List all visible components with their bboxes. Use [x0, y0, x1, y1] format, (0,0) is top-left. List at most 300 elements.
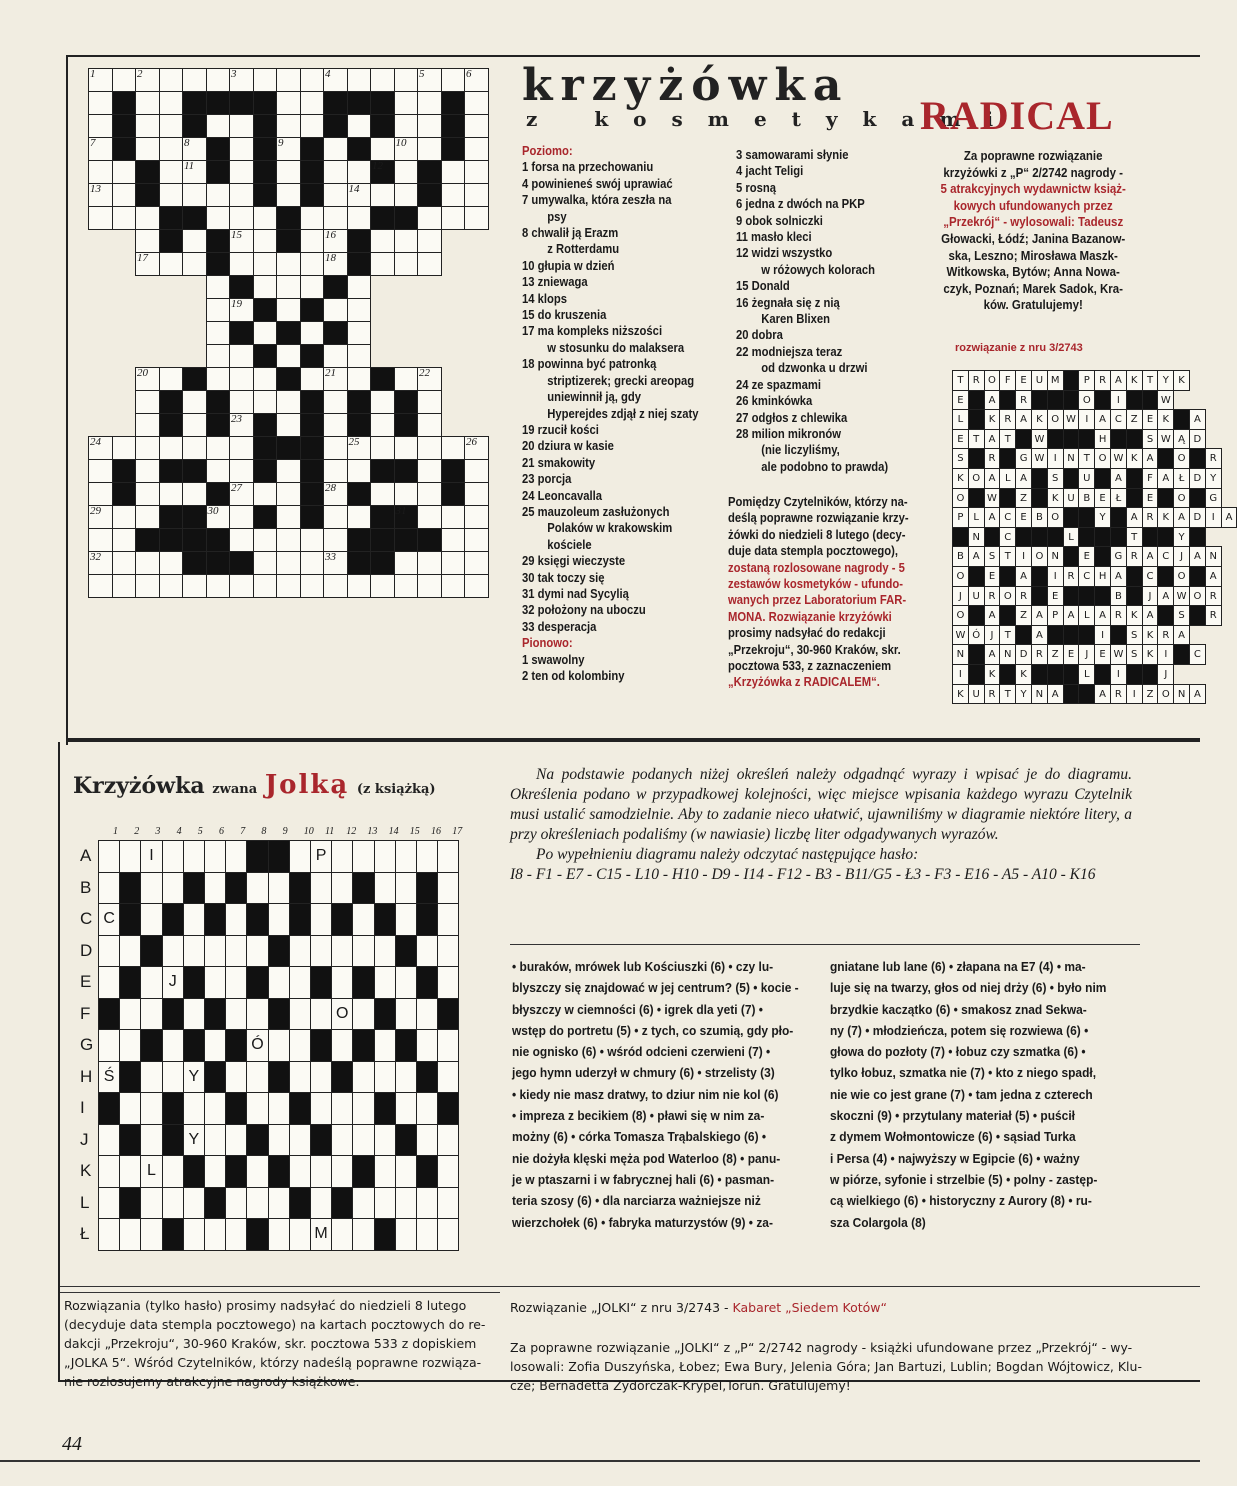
jolka-cell[interactable] — [289, 903, 311, 936]
jolka-cell[interactable] — [352, 935, 374, 968]
jolka-cell[interactable] — [310, 1124, 332, 1157]
crossword-cell[interactable] — [417, 206, 442, 230]
crossword-cell[interactable] — [441, 505, 466, 529]
jolka-cell[interactable] — [395, 998, 417, 1031]
jolka-cell[interactable] — [310, 966, 332, 999]
crossword-cell[interactable] — [229, 252, 254, 276]
crossword-cell[interactable] — [300, 413, 325, 437]
jolka-cell[interactable]: L — [140, 1155, 162, 1188]
crossword-cell[interactable] — [464, 137, 489, 161]
jolka-cell[interactable] — [289, 1218, 311, 1251]
jolka-cell[interactable] — [204, 840, 226, 873]
crossword-cell[interactable] — [88, 206, 113, 230]
crossword-cell[interactable] — [347, 505, 372, 529]
crossword-cell[interactable] — [229, 321, 254, 345]
crossword-cell[interactable] — [370, 436, 395, 460]
jolka-cell[interactable] — [183, 935, 205, 968]
jolka-cell[interactable] — [374, 1124, 396, 1157]
crossword-cell[interactable] — [159, 528, 184, 552]
jolka-cell[interactable] — [374, 872, 396, 905]
jolka-cell[interactable] — [437, 998, 459, 1031]
jolka-cell[interactable] — [98, 840, 120, 873]
crossword-cell[interactable] — [347, 114, 372, 138]
crossword-cell[interactable] — [323, 206, 348, 230]
crossword-cell[interactable] — [206, 413, 231, 437]
crossword-cell[interactable] — [135, 436, 160, 460]
crossword-cell[interactable] — [417, 390, 442, 414]
crossword-cell[interactable] — [206, 344, 231, 368]
jolka-cell[interactable] — [395, 1061, 417, 1094]
jolka-cell[interactable] — [331, 872, 353, 905]
crossword-cell[interactable] — [300, 344, 325, 368]
crossword-cell[interactable] — [300, 252, 325, 276]
jolka-cell[interactable] — [162, 872, 184, 905]
jolka-cell[interactable] — [289, 1029, 311, 1062]
crossword-cell[interactable] — [253, 229, 278, 253]
crossword-cell[interactable] — [417, 229, 442, 253]
crossword-cell[interactable] — [347, 160, 372, 184]
crossword-cell[interactable] — [464, 459, 489, 483]
crossword-cell[interactable] — [182, 551, 207, 575]
jolka-cell[interactable]: Y — [183, 1124, 205, 1157]
crossword-cell[interactable] — [276, 229, 301, 253]
jolka-cell[interactable] — [416, 1092, 438, 1125]
crossword-cell[interactable] — [182, 91, 207, 115]
crossword-cell[interactable] — [441, 459, 466, 483]
jolka-cell[interactable] — [162, 1218, 184, 1251]
crossword-cell[interactable] — [394, 206, 419, 230]
crossword-cell[interactable] — [370, 229, 395, 253]
crossword-cell[interactable] — [206, 68, 231, 92]
jolka-cell[interactable] — [268, 1029, 290, 1062]
jolka-cell[interactable] — [225, 903, 247, 936]
crossword-cell[interactable] — [370, 459, 395, 483]
crossword-cell[interactable] — [159, 574, 184, 598]
crossword-cell[interactable] — [394, 367, 419, 391]
crossword-cell[interactable] — [206, 528, 231, 552]
crossword-cell[interactable] — [370, 183, 395, 207]
jolka-cell[interactable] — [119, 998, 141, 1031]
jolka-cell[interactable] — [162, 1124, 184, 1157]
jolka-cell[interactable] — [289, 840, 311, 873]
crossword-cell[interactable] — [182, 574, 207, 598]
jolka-cell[interactable] — [395, 1092, 417, 1125]
crossword-cell[interactable] — [112, 459, 137, 483]
crossword-cell[interactable] — [253, 459, 278, 483]
crossword-cell[interactable] — [370, 482, 395, 506]
crossword-cell[interactable] — [464, 160, 489, 184]
jolka-cell[interactable]: O — [331, 998, 353, 1031]
jolka-cell[interactable] — [225, 1029, 247, 1062]
jolka-cell[interactable] — [204, 903, 226, 936]
crossword-cell[interactable] — [229, 344, 254, 368]
crossword-cell[interactable] — [441, 183, 466, 207]
crossword-cell[interactable] — [417, 137, 442, 161]
crossword-cell[interactable] — [417, 114, 442, 138]
jolka-cell[interactable] — [374, 1187, 396, 1220]
jolka-cell[interactable] — [204, 872, 226, 905]
jolka-cell[interactable] — [140, 1092, 162, 1125]
jolka-cell[interactable] — [268, 1124, 290, 1157]
jolka-cell[interactable] — [204, 1092, 226, 1125]
jolka-cell[interactable] — [98, 1092, 120, 1125]
crossword-cell[interactable] — [182, 505, 207, 529]
crossword-cell[interactable] — [229, 275, 254, 299]
crossword-cell[interactable] — [347, 390, 372, 414]
crossword-cell[interactable] — [253, 367, 278, 391]
crossword-cell[interactable] — [229, 91, 254, 115]
crossword-cell[interactable] — [112, 206, 137, 230]
crossword-cell[interactable] — [276, 459, 301, 483]
jolka-cell[interactable] — [204, 1124, 226, 1157]
crossword-cell[interactable] — [112, 91, 137, 115]
jolka-cell[interactable] — [162, 903, 184, 936]
crossword-cell[interactable] — [323, 321, 348, 345]
crossword-cell[interactable] — [135, 160, 160, 184]
crossword-cell[interactable] — [347, 482, 372, 506]
crossword-cell[interactable] — [229, 528, 254, 552]
jolka-cell[interactable] — [289, 1155, 311, 1188]
crossword-cell[interactable] — [229, 137, 254, 161]
jolka-cell[interactable] — [268, 840, 290, 873]
crossword-cell[interactable] — [370, 137, 395, 161]
jolka-cell[interactable] — [162, 935, 184, 968]
crossword-cell[interactable] — [323, 298, 348, 322]
crossword-cell[interactable] — [441, 114, 466, 138]
crossword-cell[interactable] — [88, 528, 113, 552]
crossword-cell[interactable] — [347, 574, 372, 598]
crossword-cell[interactable] — [229, 505, 254, 529]
jolka-cell[interactable] — [98, 1124, 120, 1157]
crossword-cell[interactable] — [159, 413, 184, 437]
jolka-cell[interactable] — [331, 1061, 353, 1094]
crossword-cell[interactable] — [112, 160, 137, 184]
crossword-cell[interactable] — [253, 298, 278, 322]
crossword-cell[interactable] — [441, 551, 466, 575]
jolka-cell[interactable] — [162, 1187, 184, 1220]
crossword-cell[interactable] — [182, 206, 207, 230]
jolka-cell[interactable] — [119, 1155, 141, 1188]
jolka-cell[interactable] — [246, 903, 268, 936]
crossword-cell[interactable] — [394, 390, 419, 414]
crossword-cell[interactable] — [253, 137, 278, 161]
jolka-cell[interactable] — [183, 1092, 205, 1125]
jolka-cell[interactable] — [98, 1155, 120, 1188]
crossword-cell[interactable] — [182, 459, 207, 483]
jolka-cell[interactable] — [183, 1187, 205, 1220]
crossword-cell[interactable] — [182, 436, 207, 460]
crossword-cell[interactable] — [206, 482, 231, 506]
jolka-cell[interactable]: M — [310, 1218, 332, 1251]
crossword-cell[interactable] — [253, 183, 278, 207]
crossword-cell[interactable] — [417, 436, 442, 460]
jolka-cell[interactable] — [289, 872, 311, 905]
jolka-cell[interactable] — [310, 872, 332, 905]
crossword-cell[interactable] — [441, 137, 466, 161]
crossword-cell[interactable] — [464, 505, 489, 529]
crossword-cell[interactable] — [300, 68, 325, 92]
crossword-cell[interactable] — [159, 68, 184, 92]
crossword-cell[interactable] — [88, 482, 113, 506]
jolka-cell[interactable] — [183, 872, 205, 905]
crossword-cell[interactable] — [206, 114, 231, 138]
jolka-cell[interactable] — [246, 966, 268, 999]
jolka-cell[interactable] — [268, 998, 290, 1031]
crossword-cell[interactable] — [229, 574, 254, 598]
jolka-cell[interactable] — [374, 1061, 396, 1094]
crossword-cell[interactable] — [276, 206, 301, 230]
crossword-cell[interactable] — [370, 114, 395, 138]
crossword-cell[interactable] — [394, 91, 419, 115]
jolka-cell[interactable] — [246, 1187, 268, 1220]
crossword-cell[interactable] — [347, 68, 372, 92]
crossword-cell[interactable] — [323, 436, 348, 460]
crossword-cell[interactable] — [182, 183, 207, 207]
jolka-cell[interactable] — [268, 1187, 290, 1220]
crossword-cell[interactable] — [441, 436, 466, 460]
jolka-cell[interactable] — [140, 1029, 162, 1062]
crossword-cell[interactable] — [206, 275, 231, 299]
jolka-cell[interactable] — [246, 1218, 268, 1251]
jolka-cell[interactable]: C — [98, 903, 120, 936]
jolka-cell[interactable] — [374, 1092, 396, 1125]
jolka-cell[interactable] — [98, 1187, 120, 1220]
jolka-cell[interactable] — [246, 1155, 268, 1188]
crossword-cell[interactable] — [206, 321, 231, 345]
jolka-cell[interactable] — [437, 1061, 459, 1094]
crossword-cell[interactable] — [229, 183, 254, 207]
crossword-cell[interactable] — [347, 459, 372, 483]
jolka-cell[interactable] — [395, 1218, 417, 1251]
jolka-cell[interactable] — [416, 840, 438, 873]
crossword-cell[interactable] — [229, 206, 254, 230]
jolka-cell[interactable] — [416, 1124, 438, 1157]
crossword-cell[interactable] — [276, 551, 301, 575]
crossword-cell[interactable] — [323, 505, 348, 529]
crossword-cell[interactable] — [135, 482, 160, 506]
jolka-cell[interactable] — [246, 1124, 268, 1157]
crossword-cell[interactable] — [112, 574, 137, 598]
crossword-cell[interactable] — [276, 275, 301, 299]
jolka-cell[interactable] — [162, 1092, 184, 1125]
jolka-cell[interactable] — [140, 1218, 162, 1251]
jolka-cell[interactable] — [437, 935, 459, 968]
crossword-cell[interactable] — [159, 390, 184, 414]
crossword-cell[interactable] — [276, 390, 301, 414]
jolka-cell[interactable] — [119, 1092, 141, 1125]
crossword-cell[interactable] — [347, 275, 372, 299]
jolka-cell[interactable] — [437, 1092, 459, 1125]
jolka-cell[interactable] — [119, 1187, 141, 1220]
crossword-cell[interactable] — [159, 229, 184, 253]
crossword-cell[interactable] — [417, 574, 442, 598]
crossword-cell[interactable] — [441, 528, 466, 552]
crossword-cell[interactable] — [253, 482, 278, 506]
crossword-cell[interactable] — [370, 390, 395, 414]
jolka-cell[interactable] — [416, 1218, 438, 1251]
crossword-cell[interactable] — [253, 551, 278, 575]
crossword-cell[interactable] — [417, 413, 442, 437]
crossword-cell[interactable] — [347, 367, 372, 391]
jolka-cell[interactable] — [204, 1029, 226, 1062]
jolka-cell[interactable] — [374, 1218, 396, 1251]
jolka-cell[interactable] — [352, 1029, 374, 1062]
jolka-cell[interactable] — [162, 1061, 184, 1094]
crossword-cell[interactable] — [135, 413, 160, 437]
crossword-cell[interactable] — [394, 229, 419, 253]
crossword-cell[interactable] — [112, 505, 137, 529]
crossword-cell[interactable] — [276, 298, 301, 322]
crossword-cell[interactable] — [464, 91, 489, 115]
crossword-cell[interactable] — [464, 206, 489, 230]
crossword-cell[interactable] — [229, 551, 254, 575]
crossword-cell[interactable] — [159, 114, 184, 138]
jolka-cell[interactable] — [183, 840, 205, 873]
crossword-cell[interactable] — [347, 298, 372, 322]
jolka-cell[interactable] — [225, 840, 247, 873]
crossword-cell[interactable] — [441, 574, 466, 598]
crossword-cell[interactable] — [229, 114, 254, 138]
jolka-cell[interactable] — [225, 1061, 247, 1094]
crossword-cell[interactable] — [135, 206, 160, 230]
crossword-cell[interactable] — [88, 459, 113, 483]
jolka-cell[interactable]: Ó — [246, 1029, 268, 1062]
crossword-cell[interactable] — [182, 413, 207, 437]
jolka-cell[interactable] — [246, 872, 268, 905]
crossword-cell[interactable] — [276, 528, 301, 552]
crossword-cell[interactable] — [300, 275, 325, 299]
crossword-cell[interactable] — [394, 68, 419, 92]
jolka-cell[interactable] — [98, 872, 120, 905]
jolka-cell[interactable] — [374, 935, 396, 968]
crossword-cell[interactable] — [300, 551, 325, 575]
crossword-cell[interactable] — [464, 183, 489, 207]
crossword-cell[interactable] — [464, 528, 489, 552]
crossword-cell[interactable] — [417, 160, 442, 184]
crossword-cell[interactable] — [276, 367, 301, 391]
crossword-cell[interactable] — [417, 459, 442, 483]
crossword-cell[interactable] — [347, 252, 372, 276]
crossword-cell[interactable] — [135, 183, 160, 207]
jolka-cell[interactable] — [225, 966, 247, 999]
crossword-cell[interactable] — [323, 160, 348, 184]
jolka-cell[interactable] — [395, 1124, 417, 1157]
jolka-cell[interactable] — [416, 1061, 438, 1094]
crossword-cell[interactable] — [276, 505, 301, 529]
crossword-cell[interactable] — [347, 344, 372, 368]
jolka-cell[interactable] — [140, 966, 162, 999]
jolka-cell[interactable] — [310, 1061, 332, 1094]
crossword-cell[interactable] — [253, 436, 278, 460]
crossword-cell[interactable] — [88, 91, 113, 115]
crossword-cell[interactable] — [182, 68, 207, 92]
jolka-cell[interactable] — [183, 998, 205, 1031]
crossword-cell[interactable] — [323, 344, 348, 368]
crossword-cell[interactable] — [276, 68, 301, 92]
jolka-cell[interactable] — [268, 1218, 290, 1251]
crossword-cell[interactable] — [112, 68, 137, 92]
jolka-cell[interactable] — [225, 1218, 247, 1251]
jolka-cell[interactable] — [395, 935, 417, 968]
jolka-cell[interactable] — [331, 903, 353, 936]
crossword-cell[interactable] — [464, 114, 489, 138]
crossword-cell[interactable] — [182, 114, 207, 138]
jolka-cell[interactable] — [268, 1092, 290, 1125]
crossword-cell[interactable] — [394, 528, 419, 552]
crossword-cell[interactable] — [135, 551, 160, 575]
crossword-cell[interactable] — [370, 367, 395, 391]
jolka-cell[interactable] — [183, 1029, 205, 1062]
jolka-cell[interactable] — [437, 872, 459, 905]
jolka-cell[interactable] — [437, 1218, 459, 1251]
jolka-cell[interactable] — [310, 1092, 332, 1125]
crossword-cell[interactable] — [300, 528, 325, 552]
crossword-cell[interactable] — [159, 505, 184, 529]
crossword-cell[interactable] — [323, 574, 348, 598]
crossword-cell[interactable] — [300, 574, 325, 598]
crossword-cell[interactable] — [417, 252, 442, 276]
jolka-cell[interactable]: J — [162, 966, 184, 999]
jolka-cell[interactable] — [395, 1187, 417, 1220]
jolka-cell[interactable] — [140, 872, 162, 905]
crossword-cell[interactable] — [112, 482, 137, 506]
jolka-cell[interactable] — [140, 903, 162, 936]
crossword-cell[interactable] — [135, 528, 160, 552]
crossword-cell[interactable] — [300, 206, 325, 230]
jolka-cell[interactable] — [119, 840, 141, 873]
crossword-cell[interactable] — [370, 206, 395, 230]
crossword-cell[interactable] — [229, 436, 254, 460]
crossword-cell[interactable] — [135, 574, 160, 598]
crossword-cell[interactable] — [253, 206, 278, 230]
crossword-cell[interactable] — [441, 482, 466, 506]
crossword-cell[interactable] — [417, 482, 442, 506]
jolka-cell[interactable] — [246, 998, 268, 1031]
jolka-cell[interactable] — [437, 903, 459, 936]
crossword-cell[interactable] — [159, 206, 184, 230]
crossword-cell[interactable] — [206, 183, 231, 207]
jolka-cell[interactable] — [395, 903, 417, 936]
jolka-cell[interactable] — [395, 1155, 417, 1188]
crossword-cell[interactable] — [276, 482, 301, 506]
crossword-cell[interactable] — [300, 436, 325, 460]
crossword-cell[interactable] — [112, 436, 137, 460]
crossword-cell[interactable] — [323, 413, 348, 437]
jolka-cell[interactable] — [331, 966, 353, 999]
crossword-cell[interactable] — [276, 321, 301, 345]
jolka-cell[interactable] — [162, 1155, 184, 1188]
crossword-cell[interactable] — [276, 252, 301, 276]
crossword-cell[interactable] — [370, 68, 395, 92]
crossword-cell[interactable] — [323, 275, 348, 299]
crossword-cell[interactable] — [370, 574, 395, 598]
crossword-cell[interactable] — [370, 505, 395, 529]
crossword-cell[interactable] — [206, 459, 231, 483]
crossword-cell[interactable] — [253, 114, 278, 138]
jolka-cell[interactable] — [416, 966, 438, 999]
jolka-cell[interactable] — [331, 1218, 353, 1251]
jolka-cell[interactable] — [352, 1218, 374, 1251]
jolka-cell[interactable] — [162, 840, 184, 873]
crossword-cell[interactable] — [323, 114, 348, 138]
crossword-cell[interactable] — [253, 574, 278, 598]
crossword-cell[interactable] — [300, 91, 325, 115]
jolka-cell[interactable] — [310, 1187, 332, 1220]
jolka-cell[interactable] — [289, 935, 311, 968]
jolka-cell[interactable] — [246, 840, 268, 873]
crossword-cell[interactable] — [300, 505, 325, 529]
jolka-cell[interactable] — [204, 1061, 226, 1094]
